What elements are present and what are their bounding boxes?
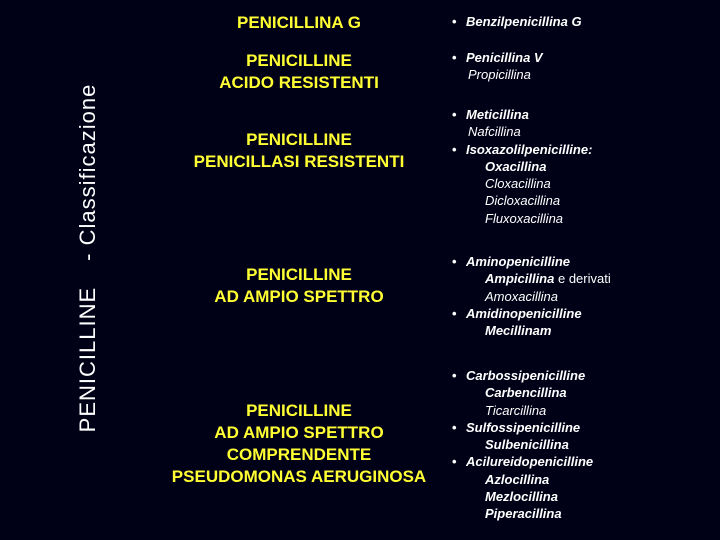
list-item: Nafcillina bbox=[468, 124, 521, 140]
list-item-note: e derivati bbox=[554, 271, 611, 287]
list-item: Sulbenicillina bbox=[485, 437, 569, 453]
list-item: Mecillinam bbox=[485, 323, 552, 339]
vertical-title-main: PENICILLINE bbox=[75, 286, 100, 433]
category-ampio-spettro bbox=[214, 264, 383, 308]
category-line: AD AMPIO SPETTRO bbox=[214, 287, 384, 306]
category-line: PENICILLINE bbox=[246, 401, 352, 420]
list-penicillina-g bbox=[452, 13, 582, 30]
list-item: • Isoxazolilpenicilline: bbox=[452, 141, 592, 158]
vertical-title-sub: - Classificazione bbox=[75, 83, 100, 261]
list-item bbox=[452, 270, 611, 287]
list-item: Piperacillina bbox=[485, 506, 562, 522]
list-item: Fluxoxacillina bbox=[485, 210, 564, 226]
category-line: PENICILLINA G bbox=[236, 13, 362, 32]
category-penicillina-g bbox=[237, 12, 361, 34]
category-line: PSEUDOMONAS AERUGINOSA bbox=[171, 467, 427, 486]
list-item: • Acilureidopenicilline bbox=[452, 453, 593, 470]
list-item: • Penicillina V bbox=[452, 49, 543, 66]
category-line: PENICILLASI RESISTENTI bbox=[193, 152, 405, 171]
category-line: ACIDO RESISTENTI bbox=[219, 73, 379, 92]
category-pseudomonas bbox=[172, 400, 426, 488]
vertical-title bbox=[75, 84, 101, 433]
list-pseudomonas bbox=[452, 367, 593, 523]
list-acido-resistenti bbox=[452, 49, 543, 84]
category-line: AD AMPIO SPETTRO bbox=[214, 423, 384, 442]
list-item: Ticarcillina bbox=[485, 402, 547, 418]
list-item: • Carbossipenicilline bbox=[452, 367, 593, 384]
list-item: Propicillina bbox=[468, 67, 531, 83]
category-penicillasi-resistenti bbox=[194, 129, 405, 173]
list-item-text: Ampicillina bbox=[485, 271, 555, 287]
list-item: Azlocillina bbox=[485, 471, 550, 487]
category-acido-resistenti bbox=[219, 50, 379, 94]
category-line: PENICILLINE bbox=[246, 130, 352, 149]
list-item: • Amidinopenicilline bbox=[452, 305, 611, 322]
category-line: PENICILLINE bbox=[246, 51, 352, 70]
list-item: Dicloxacillina bbox=[485, 193, 561, 209]
list-penicillasi-resistenti bbox=[452, 106, 592, 227]
list-item: • Benzilpenicillina G bbox=[452, 13, 582, 30]
list-item: • Meticillina bbox=[452, 106, 592, 123]
list-item: Amoxacillina bbox=[485, 288, 558, 304]
list-ampio-spettro bbox=[452, 253, 611, 339]
list-item: Carbencillina bbox=[485, 385, 567, 401]
category-line: COMPRENDENTE bbox=[226, 445, 372, 464]
list-item: Cloxacillina bbox=[485, 176, 551, 192]
list-item: • Aminopenicilline bbox=[452, 253, 611, 270]
category-line: PENICILLINE bbox=[246, 265, 352, 284]
list-item: Oxacillina bbox=[485, 158, 547, 174]
list-item: • Sulfossipenicilline bbox=[452, 419, 593, 436]
list-item: Mezlocillina bbox=[485, 489, 558, 505]
